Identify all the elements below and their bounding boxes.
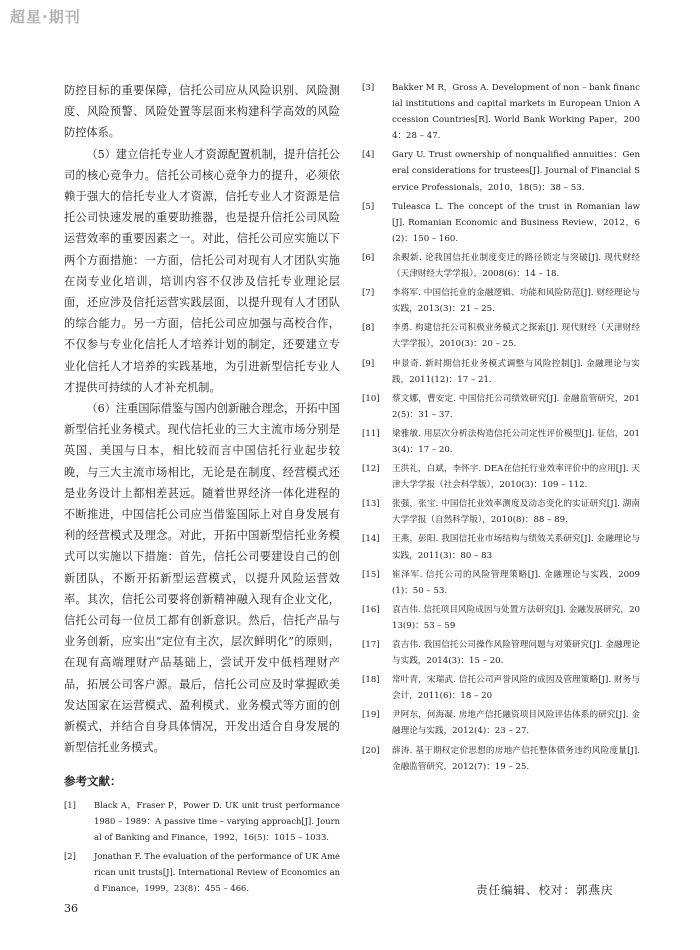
reference-text: 张强，张宝. 中国信托业效率测度及动态变化的实证研究[J]. 湖南大学学报（自然科学版），2010(8)：88 – 89.: [392, 499, 640, 526]
reference-item: [362, 285, 640, 317]
reference-item: [362, 672, 640, 704]
body-paragraph: （6）注重国际借鉴与国内创新融合理念，开拓中国新型信托业务模式。现代信托业的三大主流市场分别是英国、美国与日本，相比较而言中国信托行业起步较晚，与三大主流市场相比，无论是在制度、经营模式还是业务设计上都相差甚远。随着世界经济一体化进程的不断推进，中国信托公司应当借鉴国际上对自身发展有利的经营模式及理念。对此，开拓中国新型信托业务模式可以实施以下措施：首先，信托公司要建设自己的创新团队，不断开拓新型运营模式，以提升风险运营效率。其次，信托公司要将创新精神融入现有企业文化，信托公司每一位员工都有创新意识。然后，信托产品与业务创新，应实出“定位有主次，层次鲜明化”的原则，在现有高端理财产品基础上，尝试开发中低档理财产品，拓展公司客户源。最后，信托公司应及时掌握欧美发达国家在运营模式、盈利模式、业务模式等方面的创新模式，并结合自身具体情况，开发出适合自身发展的新型信托业务模式。: [64, 402, 340, 755]
reference-text: Black A，Fraser P，Power D. UK unit trust performance 1980 – 1989：A passive time – varying approach[J]. Journal of Banking and Finance，1992，16(5)：1015 – 1033.: [94, 799, 340, 842]
reference-number: [4]: [362, 150, 375, 161]
editor-credit: 责任编辑、校对：郭燕庆: [476, 883, 614, 897]
right-column: [362, 80, 640, 778]
reference-number: [16]: [362, 604, 380, 615]
reference-item: [362, 461, 640, 493]
body-paragraph: （5）建立信托专业人才资源配置机制，提升信托公司的核心竞争力。信托公司核心竞争力的提升，必须依赖于强大的信托专业人才资源，信托专业人才资源是信托公司快速发展的重要助推器，也是提升信托公司风险运营效率的重要因素之一。对此，信托公司应实施以下两个方面措施：一方面，信托公司对现有人才团队实施在岗专业化培训，培训内容不仅涉及信托专业理论层面，还应涉及信托运营实践层面，以提升现有人才团队的综合能力。另一方面，信托公司应加强与高校合作，不仅参与专业化信托人才培养计划的制定，还要建立专业化信托人才培养的实践基地，为引进新型信托专业人才提供可持续的人才补充机制。: [64, 147, 340, 394]
reference-text: 袁吉伟. 信托项目风险成因与处置方法研究[J]. 金融发展研究，2013(9)：53 – 59: [392, 604, 640, 631]
reference-text: 李将军. 中国信托业的金融逻辑、功能和风险防范[J]. 财经理论与实践，2013(3)：21 – 25.: [392, 288, 640, 315]
reference-text: 尹阿东，何海凝. 房地产信托融资项目风险评估体系的研究[J]. 金融理论与实践，2012(4)：23 – 27.: [392, 710, 640, 737]
reference-text: Tuleasca L. The concept of the trust in Romanian law [J]. Romanian Economic and Business Review，2012，6(2)：150 – 160.: [392, 201, 640, 244]
reference-item: [362, 637, 640, 669]
reference-number: [13]: [362, 499, 380, 510]
reference-item: [362, 426, 640, 458]
reference-text: Bakker M R，Gross A. Development of non – bank financial institutions and capital markets in European Union Accession Countries[R]. World Bank Working Paper，2004：28 – 47.: [392, 83, 640, 142]
reference-item: [362, 147, 640, 195]
reference-number: [1]: [64, 799, 76, 810]
reference-number: [10]: [362, 393, 380, 404]
reference-text: 常叶青，宋瑞武. 信托公司声誉风险的成因及管理策略[J]. 财务与会计，2011(6)：18 – 20: [392, 675, 640, 702]
reference-number: [14]: [362, 534, 380, 545]
reference-number: [15]: [362, 569, 380, 580]
left-column: [64, 80, 340, 899]
reference-item: [362, 199, 640, 247]
reference-item: [362, 320, 640, 352]
reference-number: [2]: [64, 850, 76, 861]
reference-item: [362, 602, 640, 634]
reference-item: [362, 743, 640, 775]
reference-text: 王洪礼，白斌，李怀宇. DEA在信托行业效率评价中的应用[J]. 天津大学学报（社会科学版），2010(3)：109 – 112.: [392, 464, 640, 491]
reference-item: [362, 707, 640, 739]
reference-number: [9]: [362, 358, 375, 369]
reference-number: [18]: [362, 675, 380, 686]
reference-item: [362, 531, 640, 563]
reference-number: [20]: [362, 745, 380, 756]
reference-text: Gary U. Trust ownership of nonqualified annuities：General considerations for trustees[J]. Journal of Financial Service Professionals，2010，18(5)：38 – 53.: [392, 150, 640, 193]
reference-number: [8]: [362, 323, 375, 334]
references-heading: 参考文献：: [64, 773, 122, 788]
reference-item: [362, 250, 640, 282]
reference-item: [362, 80, 640, 144]
reference-number: [7]: [362, 288, 375, 299]
page-header: [0, 0, 700, 42]
reference-item: [64, 848, 340, 896]
reference-text: 梁雅敏. 用层次分析法构造信托公司定性评价模型[J]. 征信，2013(4)：17 – 20.: [392, 428, 640, 455]
reference-number: [11]: [362, 428, 380, 439]
journal-logo: 超星·期刊: [10, 8, 81, 26]
reference-text: 袁吉伟. 我国信托公司操作风险管理问题与对策研究[J]. 金融理论与实践，2014(3)：15 – 20.: [392, 640, 640, 667]
reference-item: [362, 356, 640, 388]
reference-number: [17]: [362, 640, 380, 650]
reference-item: [64, 797, 340, 845]
reference-text: 薛涛. 基于期权定价思想的房地产信托整体债务违约风险度量[J]. 金融监管研究，2012(7)：19 – 25.: [392, 745, 640, 772]
reference-text: 崔泽军. 信托公司的风险管理策略[J]. 金融理论与实践，2009(1)：50 – 53.: [392, 569, 640, 596]
reference-number: [6]: [362, 252, 375, 263]
reference-text: 申景奇. 新时期信托业务模式调整与风险控制[J]. 金融理论与实践，2011(12)：17 – 21.: [392, 358, 640, 385]
reference-item: [362, 391, 640, 423]
reference-list-left: [64, 797, 340, 896]
reference-number: [19]: [362, 710, 380, 721]
reference-number: [3]: [362, 83, 375, 93]
page-number: 36: [64, 902, 78, 915]
reference-item: [362, 496, 640, 528]
body-paragraph: 防控目标的重要保障，信托公司应从风险识别、风险测度、风险预警、风险处置等层面来构建科学高效的风险防控体系。: [64, 84, 340, 140]
reference-text: 余覡新. 论我国信托业制度变迁的路径锁定与突破[J]. 现代财经（天津财经大学学报），2008(6)：14 – 18.: [392, 252, 640, 280]
reference-text: 李勇. 构建信托公司积极业务模式之探索[J]. 现代财经（天津财经大学学报），2010(3)：20 – 25.: [392, 323, 640, 350]
reference-text: 王燕，彭阳. 我国信托业市场结构与绩效关系研究[J]. 金融理论与实践，2011(3)：80 – 83: [392, 534, 640, 561]
reference-text: 蔡文娜，曹安定. 中国信托公司绩效研究[J]. 金融监管研究，2012(5)：31 – 37.: [392, 393, 640, 420]
reference-number: [5]: [362, 201, 375, 212]
reference-number: [12]: [362, 464, 380, 475]
reference-text: Jonathan F. The evaluation of the performance of UK American unit trusts[J]. International Review of Economics and Finance，1999，23(8)：455 – 466.: [94, 850, 340, 893]
reference-item: [362, 567, 640, 599]
